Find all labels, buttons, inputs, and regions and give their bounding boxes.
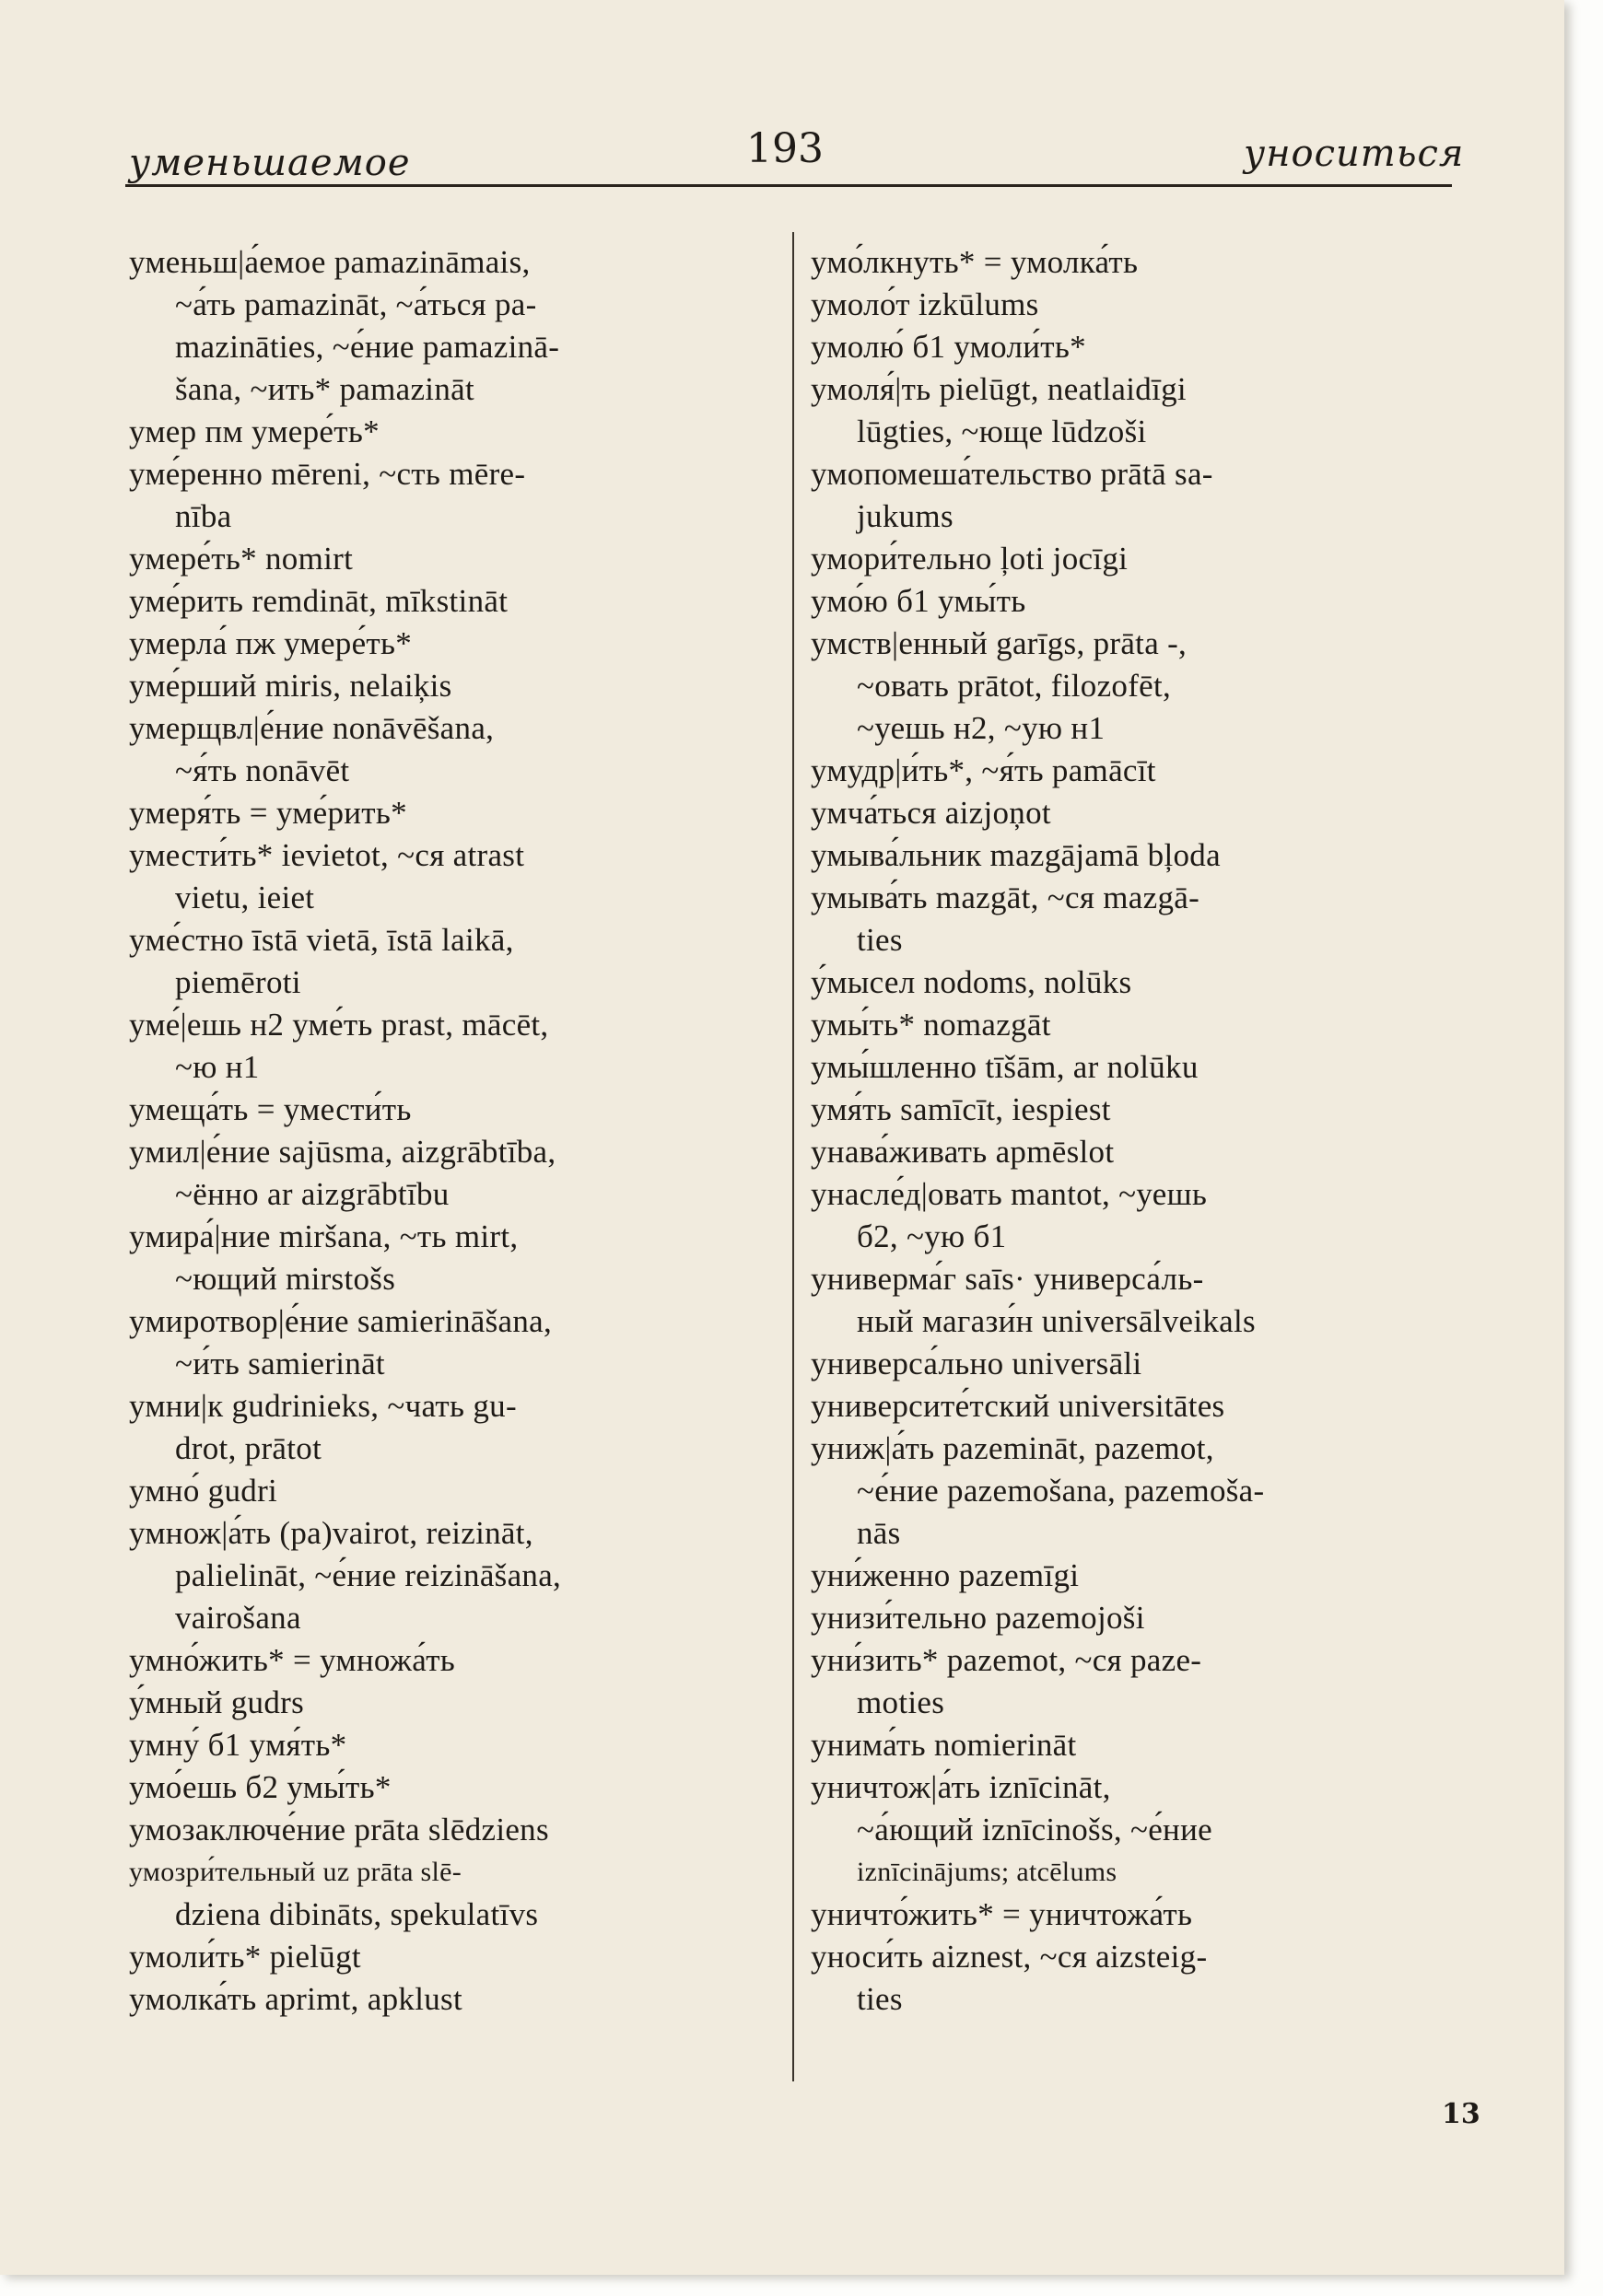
entry-line: уме́стно īstā vietā, īstā laikā,: [129, 922, 514, 958]
entry-line: ный магази́н universālveikals: [857, 1303, 1256, 1339]
entry-line: уни́женно pazemīgi: [811, 1557, 1080, 1593]
entry-line: универса́льно universāli: [811, 1346, 1142, 1381]
entry-line: dziena dibināts, spekulatīvs: [175, 1896, 539, 1932]
entry-line: ~овать prātot, filozofēt,: [857, 668, 1172, 704]
entry-line: у́мный gudrs: [129, 1684, 304, 1720]
entry-line: palielināt, ~е́ние reizināšana,: [175, 1557, 562, 1593]
entry-line: унима́ть nomierināt: [811, 1727, 1077, 1763]
entry-line: умы́ть* nomazgāt: [811, 1007, 1051, 1043]
entry-line: vietu, ieiet: [175, 880, 315, 915]
entry-line: уничтож|а́ть iznīcināt,: [811, 1769, 1111, 1805]
entry-line: ~уешь н2, ~ую н1: [857, 710, 1106, 746]
entry-line: ties: [857, 922, 903, 958]
entry-line: уни́зить* pazemot, ~ся paze-: [811, 1642, 1202, 1678]
right-column: [811, 241, 1474, 2021]
entry-line: умча́ться aizjoņot: [811, 795, 1051, 831]
entry-line: nība: [175, 498, 232, 534]
entry-line: умори́тельно ļoti jocīgi: [811, 541, 1129, 577]
header-rule: [125, 184, 1452, 187]
entry-line: умопомеша́тельство prātā sa-: [811, 456, 1213, 492]
entry-line: умолю́ б1 умоли́ть*: [811, 329, 1086, 365]
entry-line: умерла́ пж умере́ть*: [129, 625, 413, 661]
entry-line: унизи́тельно pazemojoši: [811, 1600, 1145, 1636]
entry-line: б2, ~ую б1: [857, 1218, 1007, 1254]
header-first-entry: уменьшаемое: [129, 142, 411, 184]
entry-line: умер пм умере́ть*: [129, 414, 380, 449]
entry-line: iznīcinājums; atcēlums: [857, 1857, 1117, 1887]
entry-line: ~ю н1: [175, 1049, 260, 1085]
entry-line: умудр|и́ть*, ~я́ть pamācīt: [811, 752, 1156, 788]
entry-line: уменьш|а́емое pamazināmais,: [129, 244, 531, 280]
entry-line: vairošana: [175, 1600, 301, 1636]
page-number: 193: [746, 125, 824, 172]
entry-line: умира́|ние miršana, ~ть mirt,: [129, 1218, 519, 1254]
entry-line: унава́живать apmēslot: [811, 1134, 1115, 1170]
entry-line: умозри́тельный uz prāta slē-: [129, 1857, 462, 1887]
entry-line: унасле́д|овать mantot, ~уешь: [811, 1176, 1208, 1212]
entry-line: униж|а́ть pazemināt, pazemot,: [811, 1430, 1214, 1466]
entry-line: умести́ть* ievietot, ~ся atrast: [129, 837, 525, 873]
signature-number: 13: [1442, 2098, 1480, 2130]
entry-line: умы́шленно tīšām, ar nolūku: [811, 1049, 1199, 1085]
entry-line: умну́ б1 умя́ть*: [129, 1727, 347, 1763]
entry-line: ~и́ть samierināt: [175, 1346, 385, 1381]
entry-line: умыва́ть mazgāt, ~ся mazgā-: [811, 880, 1200, 915]
entry-line: ~а́ть pamazināt, ~а́ться pa-: [175, 286, 537, 322]
entry-line: умоли́ть* pielūgt: [129, 1939, 361, 1975]
entry-line: умно́ gudri: [129, 1473, 278, 1509]
header-last-entry: уноситься: [1244, 133, 1465, 175]
entry-line: у́мысел nodoms, nolūks: [811, 964, 1132, 1000]
entry-line: умно́жить* = умножа́ть: [129, 1642, 456, 1678]
entry-line: ~а́ющий iznīcinošs, ~е́ние: [857, 1812, 1212, 1847]
entry-line: умни|к gudrinieks, ~чать gu-: [129, 1388, 517, 1424]
entry-line: lūgties, ~юще lūdzoši: [857, 414, 1147, 449]
entry-line: умозаключе́ние prāta slēdziens: [129, 1812, 549, 1847]
entry-line: умоля́|ть pielūgt, neatlaidīgi: [811, 371, 1187, 407]
entry-line: ~е́ние pazemošana, pazemoša-: [857, 1473, 1265, 1509]
left-column: [129, 241, 792, 2021]
entry-line: умо́лкнуть* = умолка́ть: [811, 244, 1139, 280]
entry-line: умеря́ть = уме́рить*: [129, 795, 407, 831]
entry-line: умнож|а́ть (pa)vairot, reizināt,: [129, 1515, 533, 1551]
entry-line: ~ённо ar aizgrābtību: [175, 1176, 450, 1212]
entry-line: ~ющий mirstošs: [175, 1261, 396, 1297]
entry-line: умиротвор|е́ние samierināšana,: [129, 1303, 553, 1339]
entry-line: šana, ~ить* pamazināt: [175, 371, 474, 407]
entry-line: университе́тский universitātes: [811, 1388, 1225, 1424]
entry-line: умеща́ть = умести́ть: [129, 1091, 412, 1127]
entry-line: уме́|ешь н2 уме́ть prast, mācēt,: [129, 1007, 549, 1043]
entry-line: ties: [857, 1981, 903, 2017]
entry-line: умо́ешь б2 умы́ть*: [129, 1769, 392, 1805]
entry-line: уме́рить remdināt, mīkstināt: [129, 583, 509, 619]
entry-line: mazināties, ~е́ние pamazinā-: [175, 329, 560, 365]
entry-line: умя́ть samīcīt, iespiest: [811, 1091, 1111, 1127]
entry-line: jukums: [857, 498, 954, 534]
entry-line: nās: [857, 1515, 901, 1551]
column-divider: [792, 232, 794, 2081]
entry-line: умерщвл|е́ние nonāvēšana,: [129, 710, 495, 746]
entry-line: умыва́льник mazgājamā bļoda: [811, 837, 1221, 873]
page-header: [0, 125, 1564, 190]
entry-line: уме́ренно mēreni, ~сть mēre-: [129, 456, 526, 492]
entry-line: moties: [857, 1684, 945, 1720]
entry-line: универма́г saīs· универса́ль-: [811, 1261, 1204, 1297]
entry-line: ~я́ть nonāvēt: [175, 752, 350, 788]
entry-line: drot, prātot: [175, 1430, 322, 1466]
entry-line: умолка́ть aprimt, apklust: [129, 1981, 462, 2017]
entry-line: умере́ть* nomirt: [129, 541, 354, 577]
entry-line: умоло́т izkūlums: [811, 286, 1039, 322]
entry-line: умств|енный garīgs, prāta -,: [811, 625, 1188, 661]
entry-line: умил|е́ние sajūsma, aizgrābtība,: [129, 1134, 556, 1170]
entry-line: умо́ю б1 умы́ть: [811, 583, 1026, 619]
entry-line: piemēroti: [175, 964, 301, 1000]
entry-line: уноси́ть aiznest, ~ся aizsteig-: [811, 1939, 1208, 1975]
entry-line: уничто́жить* = уничтожа́ть: [811, 1896, 1193, 1932]
entry-line: уме́рший miris, nelaiķis: [129, 668, 452, 704]
